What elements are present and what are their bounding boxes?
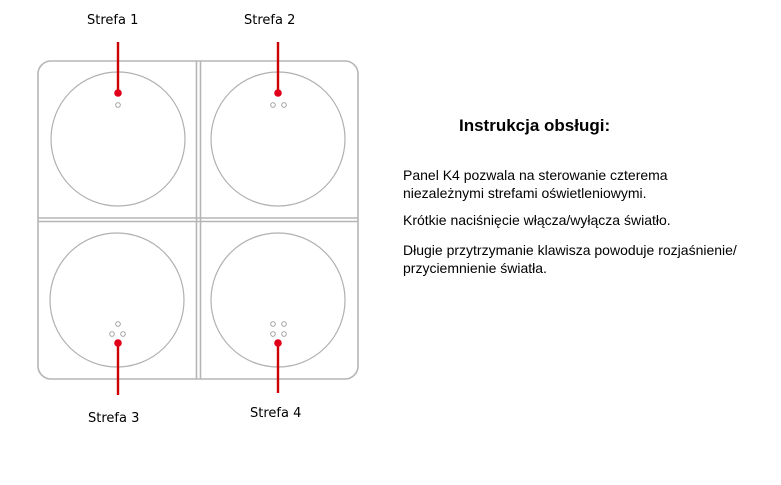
zone-3-indicator-dots [110, 322, 126, 337]
zone-4-indicator-dots [271, 322, 287, 337]
panel-frame [38, 61, 358, 379]
zone-4-label: Strefa 4 [250, 406, 302, 421]
zone-3-marker [114, 339, 122, 347]
zone-1-indicator-dots [116, 103, 121, 108]
instructions-paragraph-2: Krótkie naciśnięcie włącza/wyłącza światło. [403, 212, 671, 228]
instructions-paragraph-1: Panel K4 pozwala na sterowanie czterema niezależnymi strefami oświetleniowymi. [403, 167, 668, 201]
zone-3-label: Strefa 3 [88, 411, 140, 426]
zone-4-marker [274, 339, 282, 347]
zone-1-label: Strefa 1 [87, 13, 139, 28]
zone-2-indicator-dots [271, 103, 287, 108]
zone-1-marker [114, 89, 122, 97]
instructions-title: Instrukcja obsługi: [459, 116, 611, 135]
zone-2-label: Strefa 2 [244, 13, 296, 28]
zone-2-marker [274, 89, 282, 97]
instructions-paragraph-3: Długie przytrzymanie klawisza powoduje rozjaśnienie/ przyciemnienie światła. [403, 242, 737, 276]
